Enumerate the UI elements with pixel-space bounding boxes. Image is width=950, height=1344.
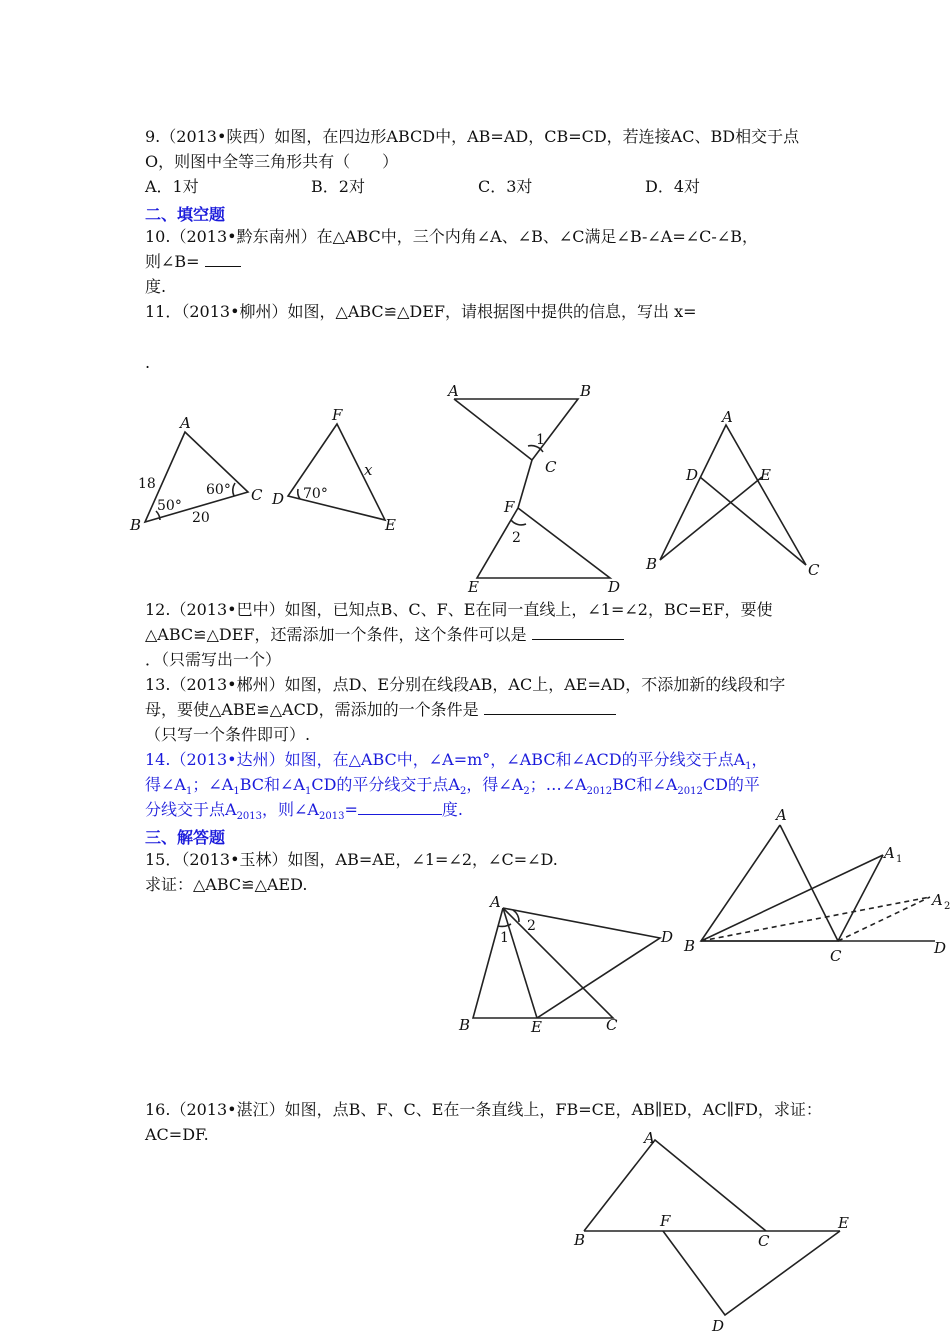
q14-l2-s5: 2 xyxy=(523,786,530,798)
fig15-angle-1: 1 xyxy=(500,930,509,946)
fig15-label-b: B xyxy=(459,1016,471,1034)
q14-l2-s6: 2012 xyxy=(586,786,613,798)
fig11-side-18: 18 xyxy=(138,476,156,492)
q16-line2: AC=DF. xyxy=(145,1125,209,1144)
fig11-label-e: E xyxy=(385,516,396,534)
q12-line3: ．（只需写出一个） xyxy=(145,650,282,669)
q10-line3: 度. xyxy=(145,277,167,296)
fig11-label-c: C xyxy=(251,486,263,504)
q10-line1: 10.（2013•黔东南州）在△ABC中，三个内角∠A、∠B、∠C满足∠B-∠A=∠C-∠B， xyxy=(145,227,758,246)
fig16-label-e: E xyxy=(838,1214,849,1232)
fig11-label-f: F xyxy=(332,406,343,424)
fig12-angle-2: 2 xyxy=(512,530,521,546)
fig16-label-f: F xyxy=(660,1212,671,1230)
q14-line1 xyxy=(145,750,768,777)
fig16-label-c: C xyxy=(758,1232,770,1250)
q14-l2-c: BC和∠A xyxy=(239,775,305,794)
figure-q15 xyxy=(455,890,685,1040)
fig12-label-e: E xyxy=(468,578,479,596)
q16-line1: 16.（2013•湛江）如图，点B、F、C、E在一条直线上，FB=CE，AB∥ED，AC∥FD，求证： xyxy=(145,1100,822,1119)
q13-line3: （只写一个条件即可）. xyxy=(145,725,311,744)
q11-line2: . xyxy=(145,353,151,372)
fig12-label-c: C xyxy=(545,458,557,476)
fig14-label-d: D xyxy=(934,939,947,957)
q14-l3-b: ，则∠A xyxy=(262,800,319,819)
fig15-label-d: D xyxy=(661,928,674,946)
q12-line1: 12.（2013•巴中）如图，已知点B、C、F、E在同一直线上，∠1=∠2，BC=EF，要使 xyxy=(145,600,773,619)
q14-l2-g: BC和∠A xyxy=(612,775,678,794)
q14-l2-s2: 1 xyxy=(233,786,240,798)
fig12-label-f: F xyxy=(504,498,515,516)
figure-q11 xyxy=(120,400,410,540)
section-fill-blank: 二、填空题 xyxy=(145,205,226,224)
q14-l3-s2: 2013 xyxy=(318,811,345,823)
q14-l2-s3: 1 xyxy=(304,786,312,798)
q13-line2-text: 母，要使△ABE≌△ACD，需添加的一个条件是 xyxy=(145,700,479,719)
q11-line1: 11．（2013•柳州）如图，△ABC≌△DEF，请根据图中提供的信息，写出 x= xyxy=(145,302,697,321)
q13-line2 xyxy=(145,700,616,720)
fig14-label-a2-sub: 2 xyxy=(944,901,950,912)
q14-l2-s4: 2 xyxy=(459,786,467,798)
q14-line1-tail: ， xyxy=(751,750,768,769)
q9-line2: O，则图中全等三角形共有（ ） xyxy=(145,152,399,171)
q14-l2-s1: 1 xyxy=(185,786,193,798)
section-answer: 三、解答题 xyxy=(145,828,226,847)
fig16-label-b: B xyxy=(574,1231,586,1249)
q9-option-d: D．4对 xyxy=(645,177,701,196)
fig12-label-a: A xyxy=(448,382,459,400)
fig14-label-a: A xyxy=(776,806,787,824)
q12-answer-blank xyxy=(532,625,624,640)
figure-q13 xyxy=(640,405,830,580)
fig14-label-a1-sub: 1 xyxy=(896,854,903,865)
q9-option-b: B．2对 xyxy=(311,177,365,196)
q13-line1: 13.（2013•郴州）如图，点D、E分别在线段AB，AC上，AE=AD，不添加新的线段和字 xyxy=(145,675,786,694)
fig12-label-d: D xyxy=(608,578,621,596)
q10-line2-text: 则∠B= xyxy=(145,252,200,271)
q14-l3-a: 分线交于点A xyxy=(145,800,237,819)
fig12-angle-1: 1 xyxy=(536,432,545,448)
fig11-label-d: D xyxy=(272,490,285,508)
q14-l2-h: CD的平 xyxy=(702,775,760,794)
q14-l2-s7: 2012 xyxy=(677,786,703,798)
q14-line1-sub: 1 xyxy=(745,761,752,773)
q9-line1: 9.（2013•陕西）如图，在四边形ABCD中，AB=AD，CB=CD，若连接AC、BD相交于点 xyxy=(145,127,800,146)
q14-line1-text: 14.（2013•达州）如图，在△ABC中，∠A=m°，∠ABC和∠ACD的平分线交于点A xyxy=(145,750,746,769)
fig11-side-20: 20 xyxy=(192,510,210,526)
fig11-label-a: A xyxy=(180,414,191,432)
figure-q12 xyxy=(440,382,630,597)
q14-l3-c: 度. xyxy=(441,800,463,819)
q15-line2: 求证：△ABC≌△AED. xyxy=(145,875,308,894)
fig15-label-c: C xyxy=(606,1016,618,1034)
q14-line2 xyxy=(145,775,760,802)
q12-line2-text: △ABC≌△DEF，还需添加一个条件，这个条件可以是 xyxy=(145,625,527,644)
fig13-label-e: E xyxy=(760,466,771,484)
fig11-label-b: B xyxy=(130,516,142,534)
q14-line3: 分线交于点$A_{2013}$，则$\angle A_{2013}=$ 度. xyxy=(145,800,463,823)
fig13-label-b: B xyxy=(646,555,658,573)
fig15-label-a: A xyxy=(490,893,501,911)
fig14-label-a1: A xyxy=(884,844,895,862)
fig11-angle-50: 50° xyxy=(157,498,182,514)
q13-answer-blank xyxy=(484,700,616,715)
q9-option-c: C．3对 xyxy=(478,177,533,196)
q10-line2 xyxy=(145,252,241,272)
q14-answer-blank xyxy=(358,800,442,815)
q12-line2 xyxy=(145,625,624,645)
fig11-angle-60: 60° xyxy=(206,482,231,498)
q15-line1: 15．（2013•玉林）如图，AB=AE，∠1=∠2，∠C=∠D. xyxy=(145,850,558,869)
fig13-label-d: D xyxy=(686,466,699,484)
fig15-angle-2: 2 xyxy=(527,918,536,934)
figure-q14 xyxy=(680,805,950,970)
fig16-label-a: A xyxy=(644,1129,655,1147)
fig13-label-a: A xyxy=(722,408,733,426)
fig16-label-d: D xyxy=(712,1317,725,1335)
fig14-label-a2: A xyxy=(932,891,943,909)
fig12-label-b: B xyxy=(580,382,592,400)
q14-l2-e: ，得∠A xyxy=(466,775,524,794)
q14-l3-s1: 2013 xyxy=(236,811,263,823)
q10-answer-blank xyxy=(205,252,241,267)
figure-q16 xyxy=(570,1125,860,1344)
fig14-label-b: B xyxy=(684,937,696,955)
fig15-label-e: E xyxy=(531,1018,542,1036)
q14-l2-d: CD的平分线交于点A xyxy=(311,775,460,794)
fig13-label-c: C xyxy=(808,561,820,579)
q14-l2-a: 得∠A xyxy=(145,775,186,794)
q14-l2-f: ；…∠A xyxy=(529,775,587,794)
fig14-label-c: C xyxy=(830,947,842,965)
fig11-label-x: x xyxy=(364,461,373,479)
q9-option-a: A．1对 xyxy=(145,177,199,196)
fig11-angle-70: 70° xyxy=(303,486,328,502)
q14-l2-b: ；∠A xyxy=(192,775,234,794)
